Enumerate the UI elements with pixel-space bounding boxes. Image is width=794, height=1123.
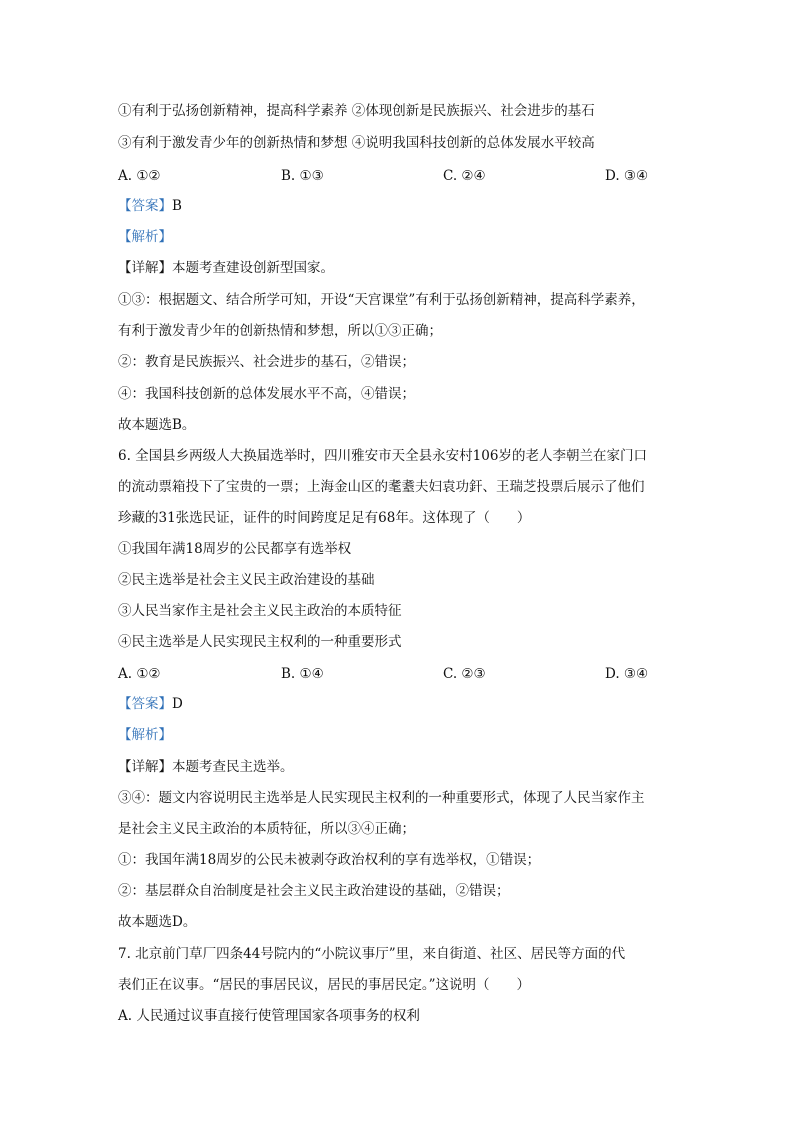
q5-option-a: A. ①② xyxy=(118,168,161,184)
q5-answer xyxy=(118,196,182,216)
answer-tag: 【答案】 xyxy=(118,198,172,214)
q5-explanation-2: ②：教育是民族振兴、社会进步的基石，②错误； xyxy=(118,354,415,370)
q6-option-b: B. ①④ xyxy=(281,666,324,682)
q6-explanation-1a: ③④：题文内容说明民主选举是人民实现民主权利的一种重要形式，体现了人民当家作主 xyxy=(118,790,645,806)
q5-explanation-1a: ①③：根据题文、结合所学可知，开设“天宫课堂”有利于弘扬创新精神，提高科学素养， xyxy=(118,292,645,308)
q5-statements-3-4: ③有利于激发青少年的创新热情和梦想 ④说明我国科技创新的总体发展水平较高 xyxy=(118,135,595,151)
q6-detail: 【详解】本题考查民主选举。 xyxy=(118,759,294,775)
q6-answer xyxy=(118,694,183,714)
q6-option-c: C. ②③ xyxy=(443,666,486,682)
answer-value: B xyxy=(172,198,182,214)
q5-explanation-1b: 有利于激发青少年的创新热情和梦想，所以①③正确； xyxy=(118,323,442,339)
q6-explanation-3: ②：基层群众自治制度是社会主义民主政治建设的基础，②错误； xyxy=(118,883,510,899)
q5-conclusion: 故本题选B。 xyxy=(118,417,196,433)
q6-conclusion: 故本题选D。 xyxy=(118,914,197,930)
q6-stem-1: 6. 全国县乡两级人大换届选举时，四川雅安市天全县永安村106岁的老人李朝兰在家门口 xyxy=(118,448,647,464)
q6-statement-2: ②民主选举是社会主义民主政治建设的基础 xyxy=(118,572,375,588)
q7-stem-2: 表们正在议事。“居民的事居民议，居民的事居民定。”这说明（ ） xyxy=(118,977,531,993)
q6-statement-4: ④民主选举是人民实现民主权利的一种重要形式 xyxy=(118,634,402,650)
answer-tag: 【答案】 xyxy=(118,696,172,712)
answer-value: D xyxy=(172,696,183,712)
q7-option-a: A. 人民通过议事直接行使管理国家各项事务的权利 xyxy=(118,1008,420,1024)
q5-option-c: C. ②④ xyxy=(443,168,486,184)
q6-stem-3: 珍藏的31张选民证，证件的时间跨度足足有68年。这体现了（ ） xyxy=(118,510,531,526)
q6-statement-3: ③人民当家作主是社会主义民主政治的本质特征 xyxy=(118,603,402,619)
q6-explanation-1b: 是社会主义民主政治的本质特征，所以③④正确； xyxy=(118,821,415,837)
q6-option-a: A. ①② xyxy=(118,666,161,682)
q5-detail: 【详解】本题考查建设创新型国家。 xyxy=(118,260,334,276)
q6-analysis-tag: 【解析】 xyxy=(118,727,172,743)
q6-options xyxy=(118,664,678,684)
q5-option-b: B. ①③ xyxy=(281,168,324,184)
q5-analysis-tag: 【解析】 xyxy=(118,229,172,245)
q5-option-d: D. ③④ xyxy=(605,168,649,184)
q6-stem-2: 的流动票箱投下了宝贵的一票；上海金山区的耄耋夫妇袁功釬、王瑞芝投票后展示了他们 xyxy=(118,479,645,495)
q6-statement-1: ①我国年满18周岁的公民都享有选举权 xyxy=(118,541,352,557)
q7-stem-1: 7. 北京前门草厂四条44号院内的“小院议事厅”里，来自街道、社区、居民等方面的代 xyxy=(118,946,626,962)
q5-options xyxy=(118,166,678,186)
q6-option-d: D. ③④ xyxy=(605,666,649,682)
q5-statements-1-2: ①有利于弘扬创新精神，提高科学素养 ②体现创新是民族振兴、社会进步的基石 xyxy=(118,103,595,119)
q6-explanation-2: ①：我国年满18周岁的公民未被剥夺政治权利的享有选举权，①错误； xyxy=(118,852,541,868)
q5-explanation-3: ④：我国科技创新的总体发展水平不高，④错误； xyxy=(118,386,415,402)
